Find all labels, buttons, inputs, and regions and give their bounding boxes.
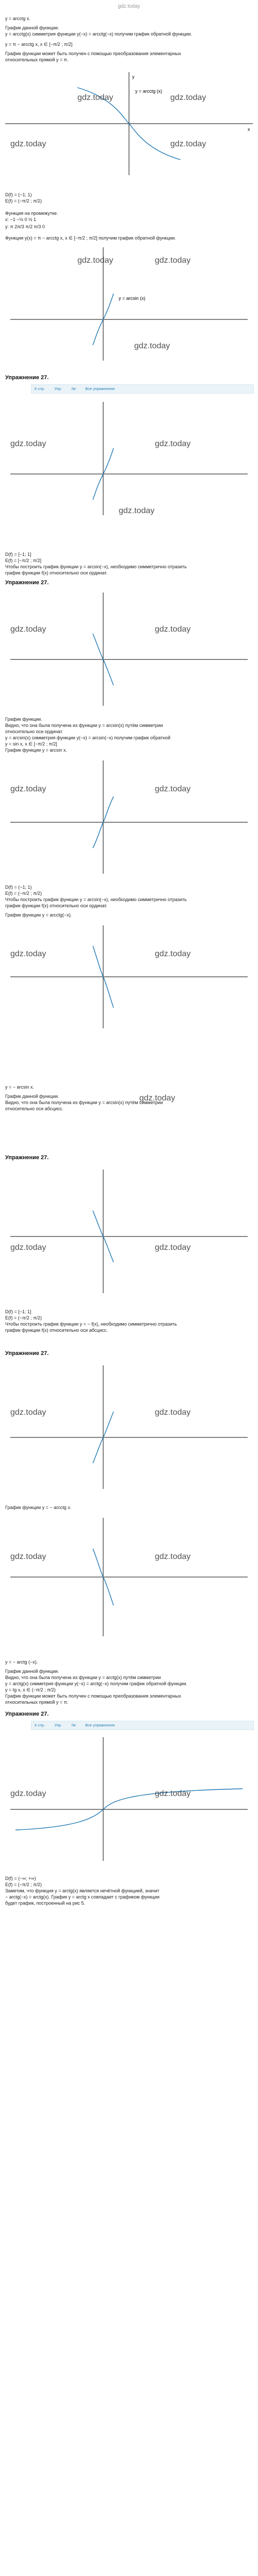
watermark: gdz.today [77, 93, 114, 102]
text-line: График данной функции. [5, 1094, 59, 1099]
tab[interactable]: Все упражнения [85, 1723, 115, 1727]
exercise-title: Упражнение 27. [5, 1711, 49, 1717]
watermark: gdz.today [10, 950, 46, 958]
watermark: gdz.today [10, 1408, 46, 1417]
watermark: gdz.today [170, 140, 206, 148]
watermark: gdz.today [155, 1408, 191, 1417]
text-line: График функции y = arcsin x. [5, 748, 67, 753]
graph-figure [0, 1360, 258, 1494]
watermark: gdz.today [10, 785, 46, 793]
text-line: y = arctg(x) симметрия функции y(−x) = arctg(−x) получим график обратной функции. [5, 1681, 188, 1686]
watermark: gdz.today [10, 1789, 46, 1798]
watermark: gdz.today [77, 256, 114, 265]
svg-text:x: x [248, 127, 250, 132]
graph-figure [0, 397, 258, 520]
text-line: y: π 2π/3 π/2 π/3 0 [5, 224, 45, 229]
watermark: gdz.today [119, 506, 155, 515]
tab[interactable]: Упр. [54, 1723, 62, 1727]
text-line: Функция на промежутке. [5, 211, 58, 216]
text-line: График функции может быть получен с помощью преобразования элементарных [5, 1693, 181, 1699]
text-line: График функции. [5, 717, 42, 722]
graph-label: y = arcctg (x) [135, 89, 163, 94]
watermark: gdz.today [155, 625, 191, 634]
text-line: график функции f(x) относительно оси ординат. [5, 903, 108, 908]
text-line: Видно, что она была получена из функции y = arctg(x) путём симметрии [5, 1675, 161, 1680]
watermark: gdz.today [10, 625, 46, 634]
svg-text:y: y [132, 74, 135, 79]
text-line: Функция y(x) = π − arcctg x, x ∈ [−π/2 ; π/2] получим график обратной функции. [5, 235, 176, 241]
text-line: будет график, построенный на рис 5. [5, 1901, 85, 1906]
text-line: y = arcctg x. [5, 16, 30, 21]
watermark: gdz.today [155, 1552, 191, 1561]
text-line: D(f) = [−1; 1] [5, 552, 31, 557]
text-line: D(f) = (−1; 1) [5, 885, 32, 890]
tab[interactable]: К стр. [35, 1723, 45, 1727]
tab[interactable]: К стр. [35, 386, 45, 391]
text-line: Видно, что она была получена из функции y = arcsin(x) путём симметрии [5, 1100, 163, 1105]
watermark: gdz.today [155, 950, 191, 958]
tab[interactable]: № [71, 386, 76, 391]
text-line: x: −1 −½ 0 ½ 1 [5, 217, 37, 222]
watermark: gdz.today [155, 256, 191, 265]
graph-figure [0, 67, 258, 180]
watermark: gdz.today [10, 1243, 46, 1252]
graph-figure [0, 1164, 258, 1298]
graph-figure [0, 755, 258, 879]
text-line: E(f) = [−π/2 ; π/2] [5, 558, 41, 563]
graph-label: y = arcsin (x) [119, 296, 146, 301]
text-line: − arctg(−x) = arctg(x). График y = arctg x совпадает с графиком функции [5, 1894, 160, 1900]
text-line: График данной функции. [5, 1669, 59, 1674]
text-line: E(f) = (−π/2 ; π/2) [5, 1315, 42, 1320]
exercise-tabs[interactable] [31, 1721, 254, 1730]
text-line: y = π − arcctg x, x ∈ [−π/2 ; π/2] [5, 42, 73, 47]
graph-figure [0, 1513, 258, 1641]
text-line: относительных прямой y = π. [5, 57, 69, 62]
text-line: Чтобы построить график функции y = arcsin(−x), необходимо симметрично отразить [5, 897, 187, 902]
text-line: D(f) = [−1; 1] [5, 1309, 31, 1314]
text-line: E(f) = (−π/2 ; π/2) [5, 198, 42, 204]
watermark: gdz.today [155, 1789, 191, 1798]
watermark: gdz.today [155, 1243, 191, 1252]
text-line: График функции y = − arcctg x. [5, 1505, 72, 1510]
graph-figure [0, 920, 258, 1033]
exercise-title: Упражнение 27. [5, 1155, 49, 1161]
exercise-title: Упражнение 27. [5, 375, 49, 381]
text-line: Заметим, что функция y = arctg(x) является нечётной функцией, значит [5, 1888, 159, 1893]
text-line: E(f) = (−π/2 ; π/2) [5, 1882, 42, 1887]
exercise-title: Упражнение 27. [5, 1350, 49, 1357]
watermark: gdz.today [134, 342, 170, 350]
watermark: gdz.today [10, 1552, 46, 1561]
tab[interactable]: № [71, 1723, 76, 1727]
text-line: D(f) = (−1; 1) [5, 192, 32, 197]
tab[interactable]: Упр. [54, 386, 62, 391]
text-line: график функции f(x) относительно оси ординат. [5, 570, 108, 575]
watermark: gdz.today [139, 1094, 175, 1103]
text-line: y = − arcsin x. [5, 1084, 35, 1090]
text-line: y = arcctg(x) симметрия функции y(−x) = arcctg(−x) получим график обратной функции. [5, 31, 192, 37]
text-line: y = − arctg (−x). [5, 1659, 38, 1665]
text-line: y = sin x, x ∈ [−π/2 ; π/2] [5, 741, 57, 747]
text-line: E(f) = (−π/2 ; π/2) [5, 891, 42, 896]
text-line: y = tg x, x ∈ (−π/2 ; π/2) [5, 1687, 56, 1692]
text-line: Чтобы построить график функции y = arcsin(−x), необходимо симметрично отразить [5, 564, 187, 569]
watermark: gdz.today [155, 785, 191, 793]
watermark: gdz.today [155, 439, 191, 448]
text-line: Видно, что она была получена из функции y = arcsin(x) путём симметрии [5, 723, 163, 728]
graph-figure [0, 242, 258, 366]
text-line: график функции f(x) относительно оси абсцисс. [5, 1328, 108, 1333]
text-line: D(f) = (−∞; +∞) [5, 1876, 36, 1881]
text-line: относительно оси ординат. [5, 729, 63, 734]
watermark: gdz.today [10, 439, 46, 448]
site-title[interactable]: gdz.today [118, 4, 140, 9]
exercise-title: Упражнение 27. [5, 580, 49, 586]
watermark: gdz.today [170, 93, 206, 102]
text-line: График данной функции. [5, 25, 59, 30]
tab[interactable]: Все упражнения [85, 386, 115, 391]
text-line: График функции y = arcctg(−x). [5, 912, 72, 918]
text-line: y = arcsin(x) симметрия функции y(−x) = arcsin(−x) получим график обратной [5, 735, 171, 740]
watermark: gdz.today [10, 140, 46, 148]
text-line: относительных прямой y = π. [5, 1700, 69, 1705]
text-line: относительно оси абсцисс. [5, 1106, 63, 1111]
text-line: График функции может быть получен с помощью преобразования элементарных [5, 51, 181, 56]
text-line: Чтобы построить график функции y = − f(x), необходимо симметрично отразить [5, 1321, 177, 1327]
exercise-tabs[interactable] [31, 384, 254, 394]
graph-figure [0, 587, 258, 711]
